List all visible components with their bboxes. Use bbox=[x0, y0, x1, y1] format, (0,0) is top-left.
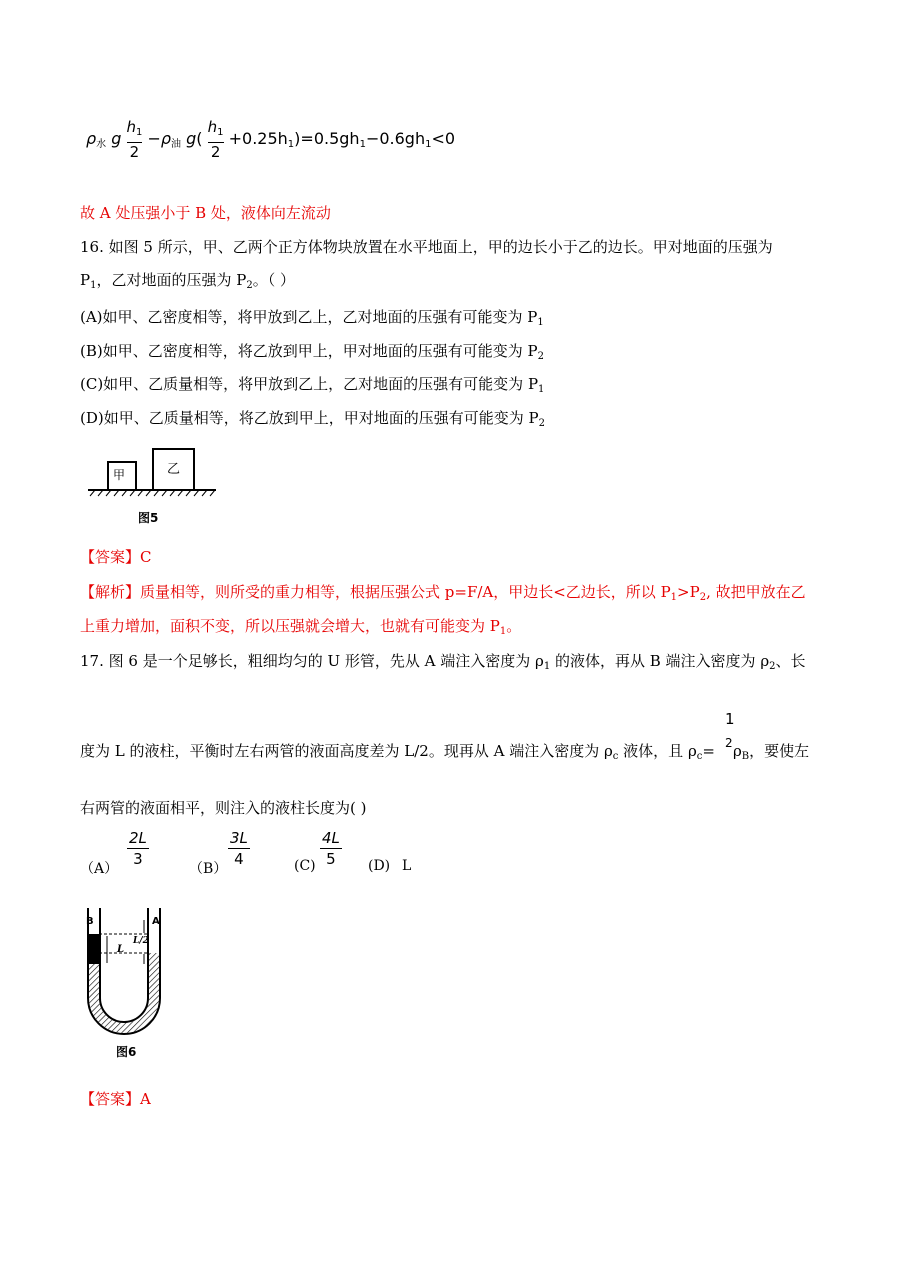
frac-num: 3L bbox=[230, 829, 248, 847]
q16-answer: 【答案】C bbox=[80, 548, 152, 566]
text: 。（ ） bbox=[252, 271, 295, 289]
formula-part: +0.25h bbox=[228, 129, 288, 148]
fig6-label-a: A bbox=[152, 916, 160, 927]
q17-opt-a-label: （A） bbox=[80, 861, 119, 877]
text: 、长 bbox=[775, 652, 806, 670]
frac-den: 2 bbox=[129, 143, 140, 161]
subscript: 1 bbox=[425, 139, 432, 150]
subscript: 1 bbox=[287, 139, 295, 150]
text: 。 bbox=[506, 617, 522, 635]
q16-line1: 16. 如图 5 所示，甲、乙两个正方体物块放置在水平地面上，甲的边长小于乙的边长。甲对地面的压强为 bbox=[80, 238, 773, 256]
frac-den: 5 bbox=[326, 850, 336, 868]
subscript: 2 bbox=[538, 418, 545, 429]
subscript: 1 bbox=[359, 139, 366, 150]
g-symbol: g bbox=[111, 129, 122, 148]
text: ，要使左 bbox=[749, 742, 810, 760]
fig6-label-l: L bbox=[117, 944, 125, 955]
minus-sign: − bbox=[147, 129, 161, 148]
subscript: B bbox=[741, 751, 750, 762]
formula-part: <0 bbox=[431, 129, 456, 148]
text: 上重力增加，面积不变，所以压强就会增大，也就有可能变为 P bbox=[80, 617, 500, 635]
half-num: 1 bbox=[725, 710, 735, 728]
subscript: 1 bbox=[538, 384, 545, 395]
option-text: (B)如甲、乙密度相等，将乙放到甲上，甲对地面的压强有可能变为 P bbox=[80, 342, 538, 360]
q16-analysis-line1 bbox=[80, 582, 806, 608]
label-jia: 甲 bbox=[113, 468, 126, 482]
q16-option-b bbox=[80, 341, 544, 367]
subscript: 1 bbox=[136, 127, 143, 138]
subscript: c bbox=[696, 751, 703, 762]
text: = bbox=[702, 742, 715, 760]
frac-num: h bbox=[126, 118, 137, 136]
subscript: 2 bbox=[246, 280, 253, 291]
frac-den: 3 bbox=[133, 850, 143, 868]
text: 【解析】质量相等，则所受的重力相等，根据压强公式 p=F/A，甲边长<乙边长，所以 P bbox=[80, 583, 671, 601]
option-text: (A)如甲、乙密度相等，将甲放到乙上，乙对地面的压强有可能变为 P bbox=[80, 308, 538, 326]
subscript: 1 bbox=[543, 661, 551, 672]
q17-opt-d-label: (D) bbox=[368, 858, 391, 874]
formula-part: )=0.5gh bbox=[294, 129, 360, 148]
conclusion-text: 故 A 处压强小于 B 处，液体向左流动 bbox=[80, 204, 331, 222]
pressure-formula bbox=[86, 118, 455, 161]
q17-line2 bbox=[80, 741, 809, 767]
fig6-label-l2: L/2 bbox=[133, 936, 149, 946]
q17-line1 bbox=[80, 651, 806, 677]
q16-option-d bbox=[80, 408, 545, 434]
option-text: (C)如甲、乙质量相等，将甲放到乙上，乙对地面的压强有可能变为 P bbox=[80, 375, 539, 393]
formula-part: −0.6gh bbox=[365, 129, 426, 148]
text: ρ bbox=[732, 742, 742, 760]
q17-opt-c-frac bbox=[320, 828, 342, 869]
figure-6-caption: 图6 bbox=[116, 1045, 137, 1059]
q16-option-a bbox=[80, 307, 544, 333]
q17-opt-b-label: （B） bbox=[189, 861, 228, 877]
text: 液体，且 ρ bbox=[618, 742, 697, 760]
subscript: 1 bbox=[537, 317, 544, 328]
fig6-label-b: B bbox=[86, 916, 94, 927]
subscript: 1 bbox=[90, 280, 97, 291]
q17-opt-a-frac bbox=[127, 828, 149, 869]
subscript: 水 bbox=[96, 139, 107, 150]
frac-num: 2L bbox=[129, 829, 147, 847]
subscript: c bbox=[612, 751, 619, 762]
q17-answer: 【答案】A bbox=[80, 1090, 151, 1108]
liquid-rho2 bbox=[89, 934, 99, 964]
g-symbol: g bbox=[186, 129, 197, 148]
subscript: 1 bbox=[670, 592, 678, 603]
rho-symbol: ρ bbox=[160, 129, 172, 148]
q17-opt-c-label: (C) bbox=[294, 858, 316, 874]
q16-line2 bbox=[80, 270, 295, 296]
text: , 故把甲放在乙 bbox=[706, 583, 806, 601]
text: ，乙对地面的压强为 P bbox=[96, 271, 247, 289]
rho-symbol: ρ bbox=[86, 129, 97, 148]
frac-num: 4L bbox=[322, 829, 340, 847]
subscript: 2 bbox=[537, 351, 544, 362]
frac-num: h bbox=[207, 118, 218, 136]
text: 17. 图 6 是一个足够长，粗细均匀的 U 形管，先从 A 端注入密度为 ρ bbox=[80, 652, 544, 670]
tube-inner bbox=[100, 908, 148, 1022]
subscript: 2 bbox=[699, 592, 707, 603]
open-paren: ( bbox=[196, 129, 203, 148]
frac-den: 2 bbox=[210, 143, 221, 161]
label-yi: 乙 bbox=[167, 462, 181, 477]
q17-opt-d-value: L bbox=[402, 858, 412, 874]
text: 度为 L 的液柱，平衡时左右两管的液面高度差为 L/2。现再从 A 端注入密度为 ρ bbox=[80, 742, 613, 760]
option-text: (D)如甲、乙质量相等，将乙放到甲上，甲对地面的压强有可能变为 P bbox=[80, 409, 539, 427]
subscript: 2 bbox=[769, 661, 776, 672]
text: P bbox=[80, 271, 91, 289]
figure-5-caption: 图5 bbox=[138, 511, 159, 525]
text: 的液体，再从 B 端注入密度为 ρ bbox=[550, 652, 770, 670]
half-den: 2 bbox=[725, 736, 733, 750]
q16-analysis-line2 bbox=[80, 616, 521, 642]
subscript: 1 bbox=[217, 127, 224, 138]
frac-den: 4 bbox=[234, 850, 244, 868]
fraction-h1-over-2 bbox=[127, 118, 143, 161]
text: >P bbox=[677, 583, 700, 601]
subscript: 油 bbox=[171, 139, 182, 150]
subscript: 1 bbox=[499, 626, 507, 637]
q17-opt-b-frac bbox=[228, 828, 250, 869]
fraction-h1-over-2-b bbox=[208, 118, 224, 161]
q16-option-c bbox=[80, 374, 544, 400]
q17-line3: 右两管的液面相平，则注入的液柱长度为( ) bbox=[80, 799, 367, 817]
